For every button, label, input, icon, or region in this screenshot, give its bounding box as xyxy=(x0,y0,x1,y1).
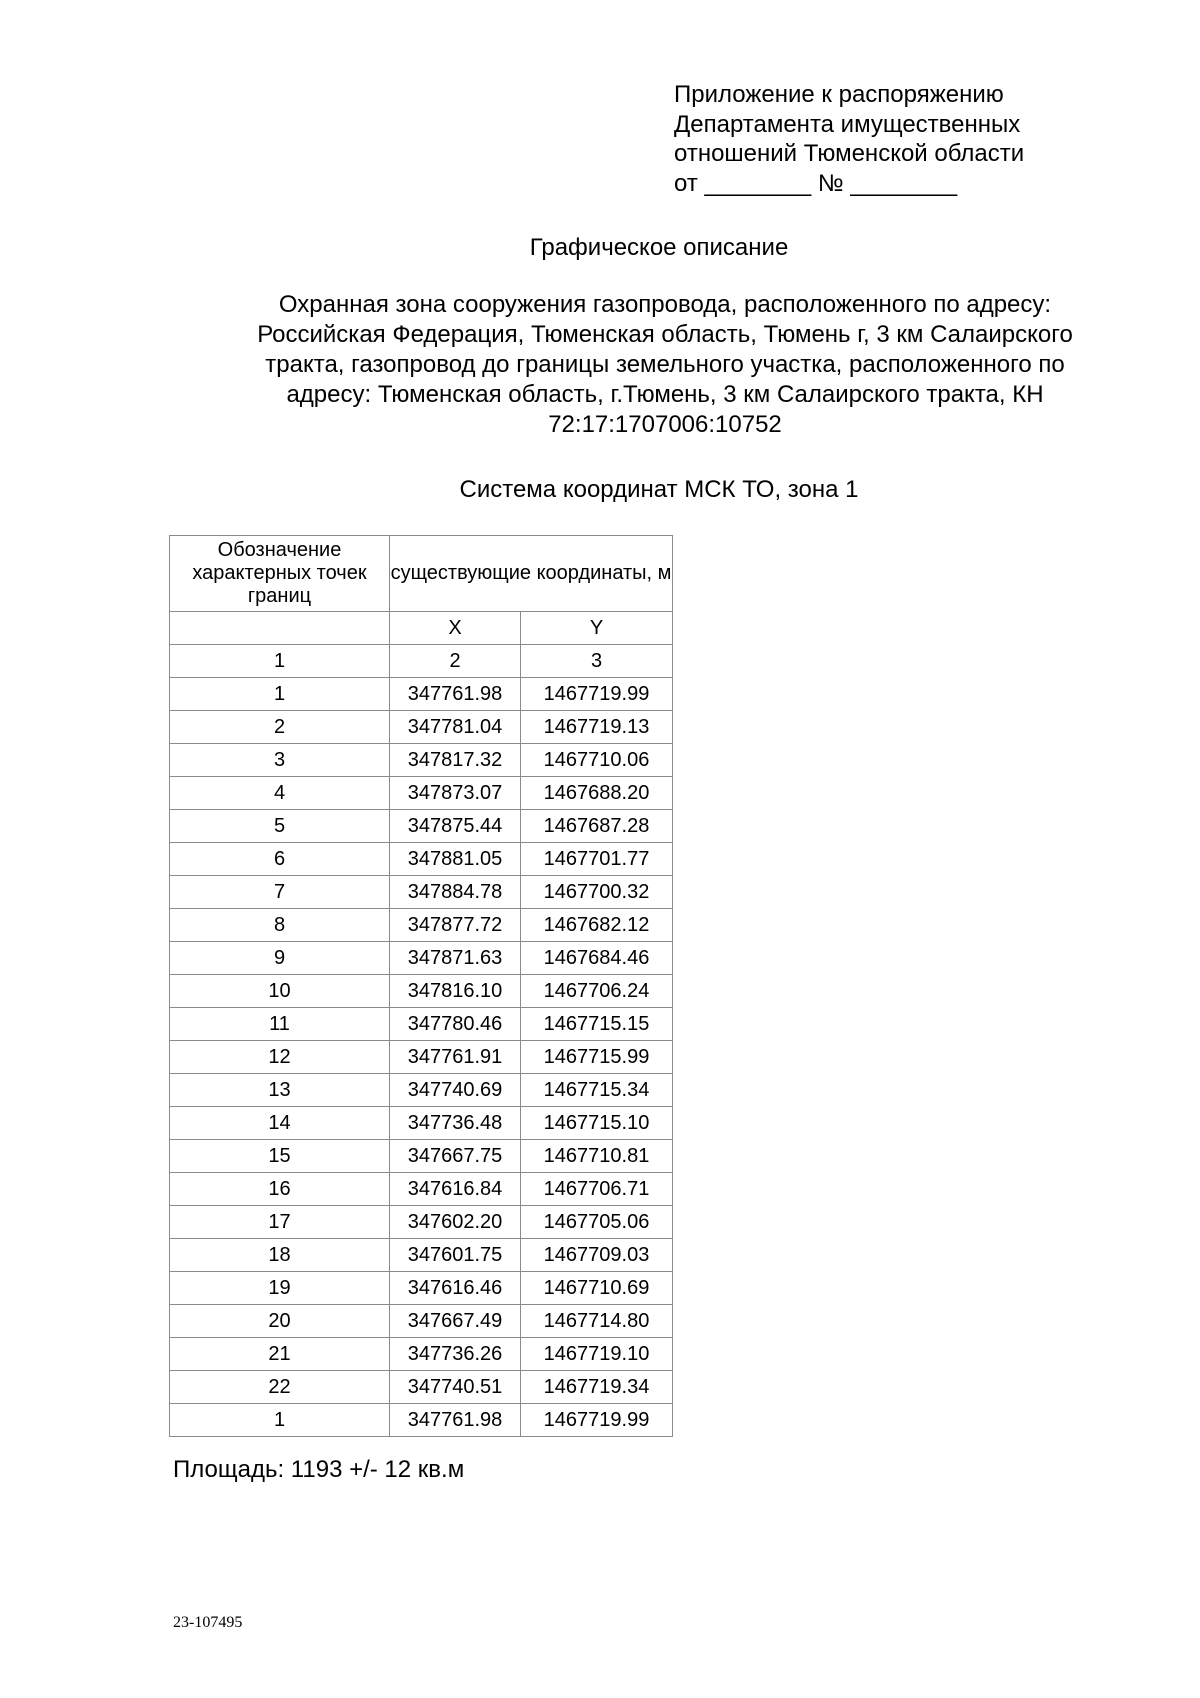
column-number: 1 xyxy=(170,645,390,678)
point-cell: 4 xyxy=(170,777,390,810)
y-cell: 1467706.24 xyxy=(521,975,673,1008)
table-row xyxy=(170,1272,673,1305)
table-row xyxy=(170,744,673,777)
header-date-number-line: от ________ № ________ xyxy=(674,169,958,197)
table-row xyxy=(170,1008,673,1041)
document-title: Графическое описание xyxy=(529,234,789,261)
table-row xyxy=(170,1074,673,1107)
points-header: Обозначение характерных точек границ xyxy=(170,536,390,612)
y-cell: 1467719.99 xyxy=(521,1404,673,1437)
x-cell: 347875.44 xyxy=(390,810,521,843)
x-cell: 347616.46 xyxy=(390,1272,521,1305)
x-cell: 347871.63 xyxy=(390,942,521,975)
y-cell: 1467714.80 xyxy=(521,1305,673,1338)
x-cell: 347877.72 xyxy=(390,909,521,942)
x-cell: 347736.48 xyxy=(390,1107,521,1140)
y-cell: 1467700.32 xyxy=(521,876,673,909)
description-line: тракта, газопровод до границы земельного участка, расположенного по xyxy=(265,351,1065,378)
x-cell: 347761.91 xyxy=(390,1041,521,1074)
x-cell: 347736.26 xyxy=(390,1338,521,1371)
zone-description xyxy=(210,290,1120,440)
point-cell: 22 xyxy=(170,1371,390,1404)
table-row xyxy=(170,1338,673,1371)
point-cell: 5 xyxy=(170,810,390,843)
x-cell: 347881.05 xyxy=(390,843,521,876)
table-row xyxy=(170,1239,673,1272)
y-cell: 1467715.10 xyxy=(521,1107,673,1140)
table-row xyxy=(170,810,673,843)
x-cell: 347816.10 xyxy=(390,975,521,1008)
point-cell: 7 xyxy=(170,876,390,909)
approval-header xyxy=(674,80,1024,198)
coordinate-system: Система координат МСК ТО, зона 1 xyxy=(459,476,859,503)
description-line: адресу: Тюменская область, г.Тюмень, 3 км Салаирского тракта, КН xyxy=(286,381,1044,408)
table-row xyxy=(170,1173,673,1206)
point-cell: 20 xyxy=(170,1305,390,1338)
empty-header-cell xyxy=(170,612,390,645)
x-cell: 347817.32 xyxy=(390,744,521,777)
y-cell: 1467701.77 xyxy=(521,843,673,876)
header-line: отношений Тюменской области xyxy=(674,140,1025,167)
point-cell: 17 xyxy=(170,1206,390,1239)
x-cell: 347780.46 xyxy=(390,1008,521,1041)
column-number: 2 xyxy=(390,645,521,678)
y-cell: 1467715.34 xyxy=(521,1074,673,1107)
table-row xyxy=(170,1206,673,1239)
point-cell: 9 xyxy=(170,942,390,975)
cadastral-number: 72:17:1707006:10752 xyxy=(548,411,782,438)
x-cell: 347781.04 xyxy=(390,711,521,744)
point-cell: 3 xyxy=(170,744,390,777)
coordinates-body xyxy=(170,678,673,1437)
y-cell: 1467706.71 xyxy=(521,1173,673,1206)
column-number: 3 xyxy=(521,645,673,678)
x-cell: 347873.07 xyxy=(390,777,521,810)
x-cell: 347761.98 xyxy=(390,678,521,711)
y-cell: 1467710.69 xyxy=(521,1272,673,1305)
x-cell: 347601.75 xyxy=(390,1239,521,1272)
point-cell: 1 xyxy=(170,678,390,711)
point-cell: 12 xyxy=(170,1041,390,1074)
table-row xyxy=(170,1305,673,1338)
area-value: Площадь: 1193 +/- 12 кв.м xyxy=(173,1456,465,1483)
y-cell: 1467709.03 xyxy=(521,1239,673,1272)
x-cell: 347884.78 xyxy=(390,876,521,909)
header-line: Департамента имущественных xyxy=(674,110,1021,138)
point-cell: 6 xyxy=(170,843,390,876)
point-cell: 2 xyxy=(170,711,390,744)
y-cell: 1467684.46 xyxy=(521,942,673,975)
table-row xyxy=(170,1404,673,1437)
point-cell: 10 xyxy=(170,975,390,1008)
table-row xyxy=(170,942,673,975)
x-cell: 347616.84 xyxy=(390,1173,521,1206)
point-cell: 1 xyxy=(170,1404,390,1437)
table-row xyxy=(170,1107,673,1140)
header-line: Приложение к распоряжению xyxy=(674,81,1004,108)
x-cell: 347602.20 xyxy=(390,1206,521,1239)
y-cell: 1467705.06 xyxy=(521,1206,673,1239)
point-cell: 18 xyxy=(170,1239,390,1272)
table-row xyxy=(170,1371,673,1404)
point-cell: 16 xyxy=(170,1173,390,1206)
table-row xyxy=(170,711,673,744)
y-cell: 1467688.20 xyxy=(521,777,673,810)
table-row xyxy=(170,678,673,711)
table-row xyxy=(170,909,673,942)
table-row xyxy=(170,876,673,909)
point-cell: 13 xyxy=(170,1074,390,1107)
y-cell: 1467710.81 xyxy=(521,1140,673,1173)
y-cell: 1467719.10 xyxy=(521,1338,673,1371)
point-cell: 21 xyxy=(170,1338,390,1371)
point-cell: 11 xyxy=(170,1008,390,1041)
document-number: 23-107495 xyxy=(173,1614,243,1631)
coordinates-table xyxy=(169,535,673,1437)
x-header: X xyxy=(390,612,521,645)
y-cell: 1467719.99 xyxy=(521,678,673,711)
point-cell: 8 xyxy=(170,909,390,942)
table-row xyxy=(170,975,673,1008)
point-cell: 19 xyxy=(170,1272,390,1305)
y-cell: 1467719.34 xyxy=(521,1371,673,1404)
y-cell: 1467715.15 xyxy=(521,1008,673,1041)
table-row xyxy=(170,843,673,876)
description-line: Охранная зона сооружения газопровода, расположенного по адресу: xyxy=(278,291,1052,318)
y-cell: 1467710.06 xyxy=(521,744,673,777)
coords-header: существующие координаты, м xyxy=(390,536,673,612)
table-row xyxy=(170,777,673,810)
y-cell: 1467682.12 xyxy=(521,909,673,942)
x-cell: 347740.69 xyxy=(390,1074,521,1107)
y-header: Y xyxy=(521,612,673,645)
x-cell: 347667.75 xyxy=(390,1140,521,1173)
x-cell: 347667.49 xyxy=(390,1305,521,1338)
x-cell: 347740.51 xyxy=(390,1371,521,1404)
x-cell: 347761.98 xyxy=(390,1404,521,1437)
table-row xyxy=(170,1140,673,1173)
y-cell: 1467687.28 xyxy=(521,810,673,843)
point-cell: 14 xyxy=(170,1107,390,1140)
table-row xyxy=(170,1041,673,1074)
description-line: Российская Федерация, Тюменская область, Тюмень г, 3 км Салаирского xyxy=(257,321,1073,348)
y-cell: 1467715.99 xyxy=(521,1041,673,1074)
y-cell: 1467719.13 xyxy=(521,711,673,744)
point-cell: 15 xyxy=(170,1140,390,1173)
